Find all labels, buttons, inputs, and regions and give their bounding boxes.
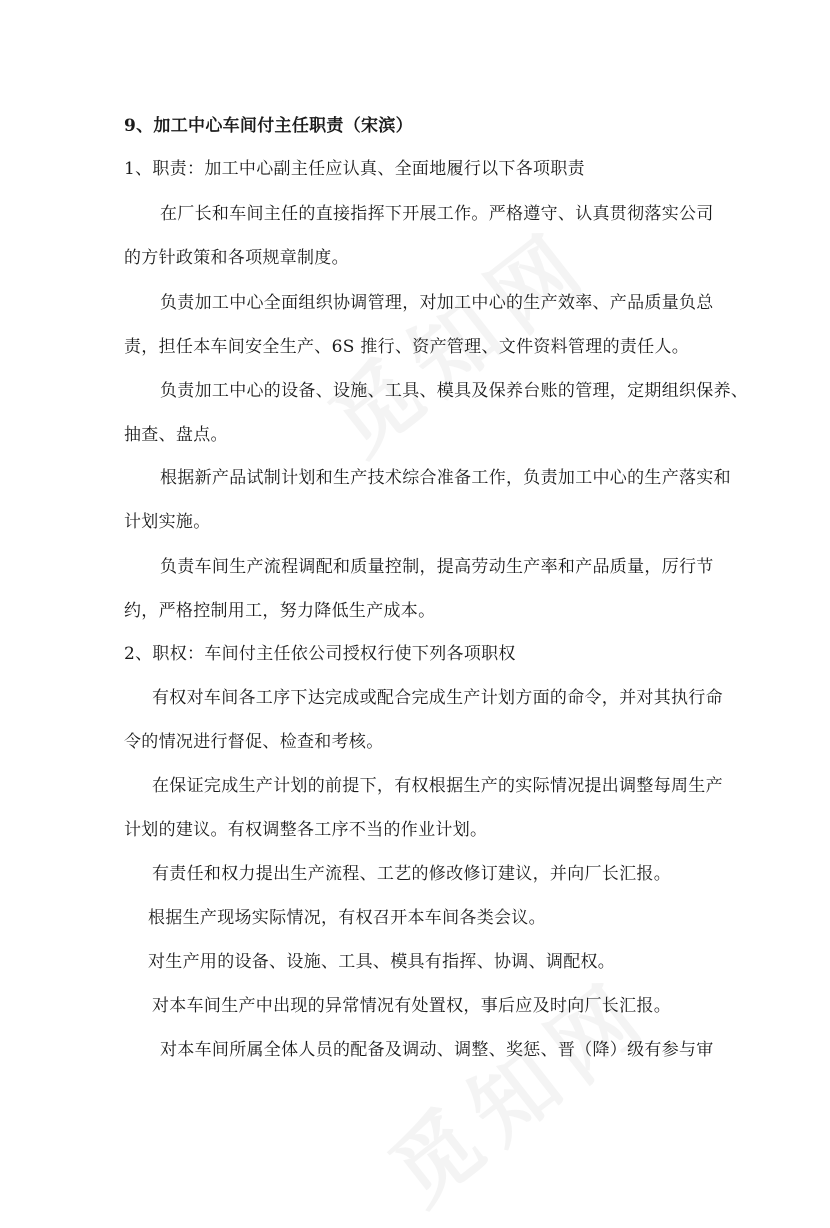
paragraph-line: 对本车间生产中出现的异常情况有处置权，事后应及时向厂长汇报。 (152, 996, 671, 1016)
paragraph-line: 计划的建议。有权调整各工序不当的作业计划。 (124, 820, 488, 840)
paragraph-line: 在保证完成生产计划的前提下，有权根据生产的实际情况提出调整每周生产 (152, 776, 723, 796)
paragraph-line: 根据新产品试制计划和生产技术综合准备工作，负责加工中心的生产落实和 (160, 468, 731, 488)
paragraph-line: 2、职权：车间付主任依公司授权行使下列各项职权 (124, 644, 516, 664)
paragraph-line: 责，担任本车间安全生产、6S 推行、资产管理、文件资料管理的责任人。 (124, 337, 690, 357)
paragraph-line: 的方针政策和各项规章制度。 (124, 248, 349, 268)
paragraph-line: 抽查、盘点。 (124, 425, 228, 445)
watermark-text-lower (360, 945, 673, 1227)
paragraph-line: 对生产用的设备、设施、工具、模具有指挥、协调、调配权。 (148, 952, 616, 972)
paragraph-line: 在厂长和车间主任的直接指挥下开展工作。严格遵守、认真贯彻落实公司 (160, 204, 714, 224)
paragraph-line: 约，严格控制用工，努力降低生产成本。 (124, 601, 436, 621)
paragraph-line: 负责加工中心全面组织协调管理，对加工中心的生产效率、产品质量负总 (160, 293, 714, 313)
paragraph-line: 负责车间生产流程调配和质量控制，提高劳动生产率和产品质量，厉行节 (160, 557, 714, 577)
paragraph-line: 有权对车间各工序下达完成或配合完成生产计划方面的命令，并对其执行命 (152, 688, 723, 708)
paragraph-line: 根据生产现场实际情况，有权召开本车间各类会议。 (148, 908, 546, 928)
section-title: 9、加工中心车间付主任职责（宋滨） (124, 116, 413, 136)
paragraph-line: 1、职责：加工中心副主任应认真、全面地履行以下各项职责 (124, 159, 585, 179)
paragraph-line: 对本车间所属全体人员的配备及调动、调整、奖惩、晋（降）级有参与审 (160, 1040, 714, 1060)
paragraph-line: 负责加工中心的设备、设施、工具、模具及保养台账的管理，定期组织保养、 (160, 381, 749, 401)
paragraph-line: 计划实施。 (124, 512, 211, 532)
paragraph-line: 令的情况进行督促、检查和考核。 (124, 732, 384, 752)
paragraph-line: 有责任和权力提出生产流程、工艺的修改修订建议，并向厂长汇报。 (152, 864, 671, 884)
